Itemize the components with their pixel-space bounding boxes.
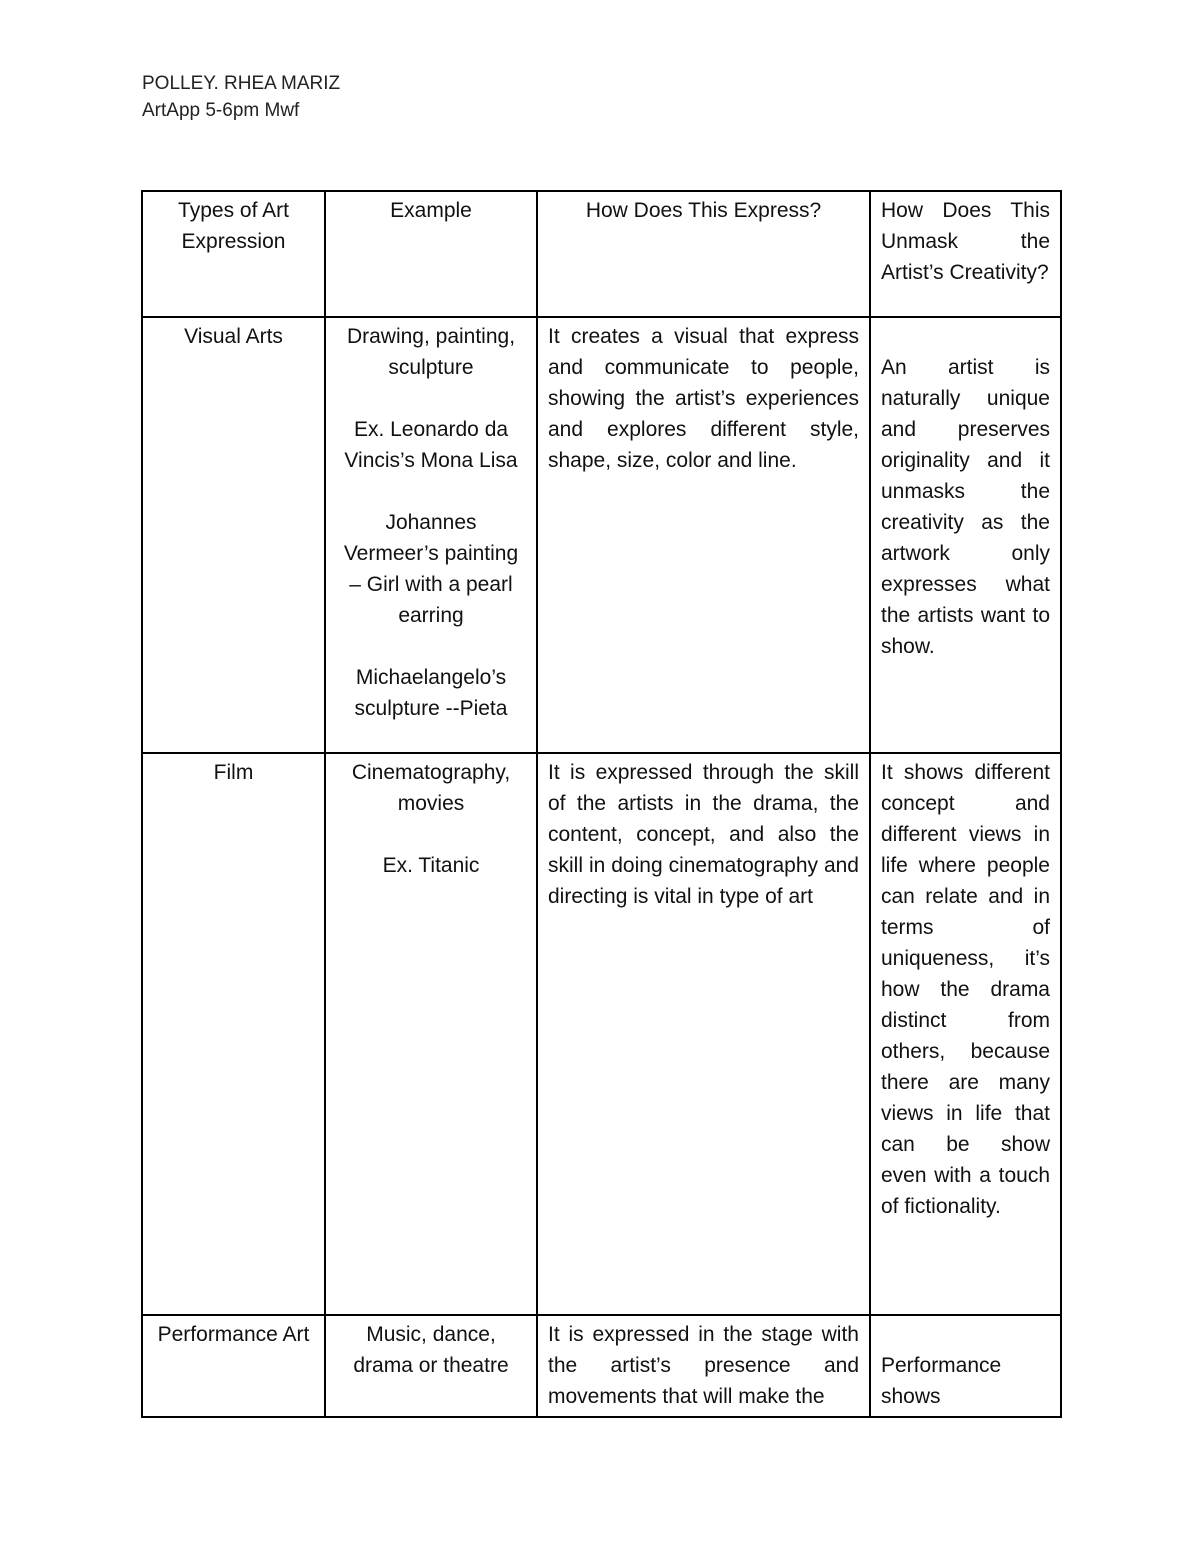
cell-unmask: Performance shows: [870, 1315, 1061, 1417]
cell-type: Performance Art: [142, 1315, 325, 1417]
class-schedule: ArtApp 5-6pm Mwf: [142, 100, 300, 121]
cell-type: Film: [142, 753, 325, 1315]
cell-example: Music, dance, drama or theatre: [325, 1315, 537, 1417]
table-header-row: [142, 191, 1061, 317]
cell-example: Drawing, painting, sculpture Ex. Leonardo da Vincis’s Mona Lisa Johannes Vermeer’s painting – Girl with a pearl earring Michaelangelo’s sculpture --Pieta: [325, 317, 537, 753]
cell-express: It is expressed through the skill of the artists in the drama, the content, concept, and also the skill in doing cinematography and directing is vital in type of art: [537, 753, 870, 1315]
cell-unmask: It shows different concept and different views in life where people can relate and in terms of uniqueness, it’s how the drama distinct from others, because there are many views in life that can be show even with a touch of fictionality.: [870, 753, 1061, 1315]
student-name: POLLEY. RHEA MARIZ: [142, 73, 341, 94]
cell-express: It creates a visual that express and communicate to people, showing the artist’s experiences and explores different style, shape, size, color and line.: [537, 317, 870, 753]
cell-type: Visual Arts: [142, 317, 325, 753]
cell-express: It is expressed in the stage with the artist’s presence and movements that will make the: [537, 1315, 870, 1417]
cell-example: Cinematography, movies Ex. Titanic: [325, 753, 537, 1315]
art-expression-table: [141, 190, 1062, 1418]
header-example: Example: [325, 191, 537, 317]
document-header: [142, 70, 340, 124]
table-row: [142, 753, 1061, 1315]
table-row: [142, 1315, 1061, 1417]
table-row: [142, 317, 1061, 753]
header-unmask: How Does This Unmask the Artist’s Creativity?: [870, 191, 1061, 317]
header-types: Types of Art Expression: [142, 191, 325, 317]
header-express: How Does This Express?: [537, 191, 870, 317]
cell-unmask: An artist is naturally unique and preserves originality and it unmasks the creativity as the artwork only expresses what the artists want to show.: [870, 317, 1061, 753]
